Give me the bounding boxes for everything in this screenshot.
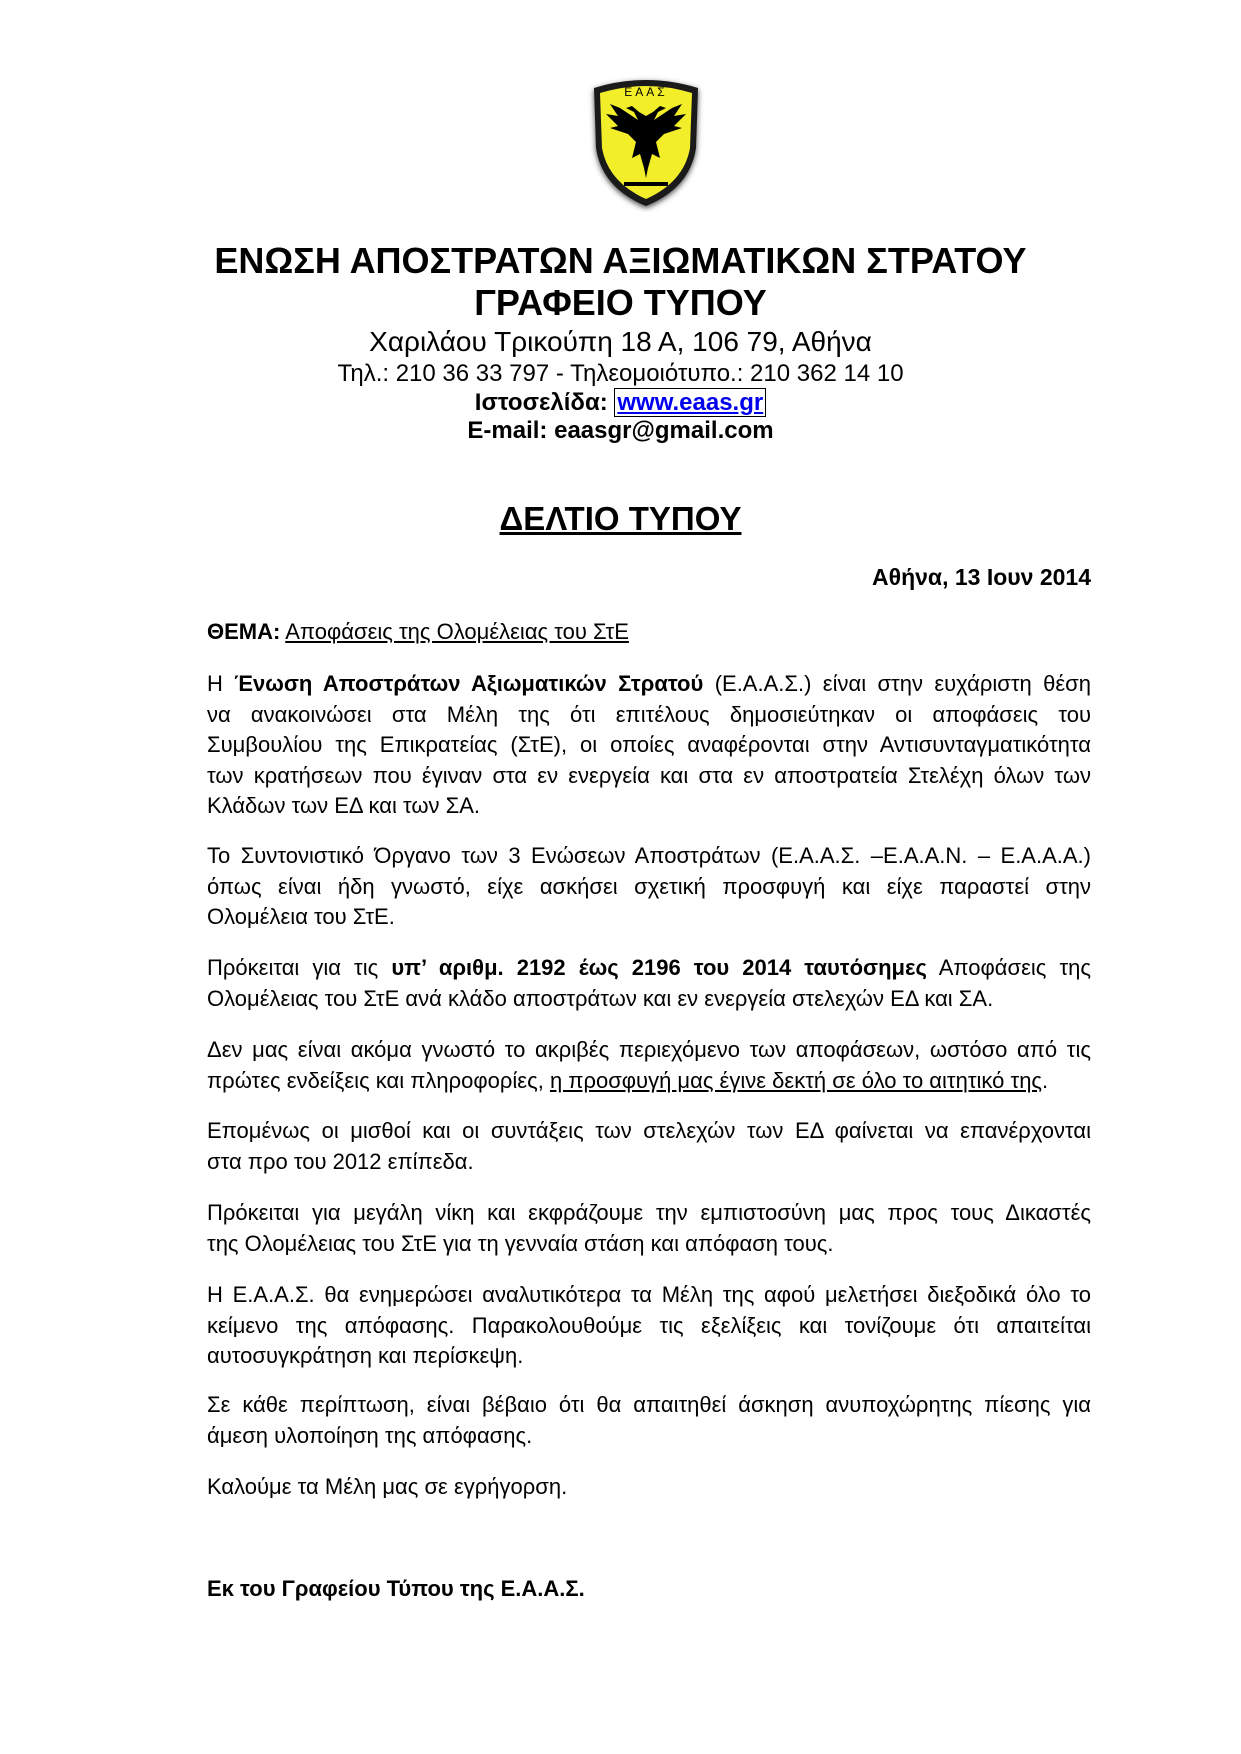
bold-text: υπ’ αριθμ. 2192 έως 2196 του 2014 ταυτόσημες [391,955,927,980]
subject-value: Αποφάσεις της Ολομέλειας του ΣτΕ [285,619,629,644]
text-line [207,1035,1091,1066]
paragraph [207,1280,1091,1372]
text-run: κείμενο της απόφασης. Παρακολουθούμε τις εξελίξεις και τονίζουμε ότι απαιτείται [207,1312,1091,1338]
text-run: Η Ε.Α.Α.Σ. θα ενημερώσει αναλυτικότερα τα Μέλη της αφού μελετήσει διεξοδικά όλο το [207,1282,1091,1307]
text-run: Πρόκειται για τις [207,955,392,980]
paragraph [207,1390,1091,1451]
text-run: όπως είναι ήδη γνωστό, είχε ασκήσει σχετική προσφυγή και είχε παραστεί στην [207,873,1091,899]
text-run: της Ολομέλειας του ΣτΕ για τη γενναία στάση και απόφαση τους. [207,1230,834,1256]
text-run: να ανακοινώσει στα Μέλη της ότι επιτέλους δημοσιεύτηκαν οι αποφάσεις του [207,701,1091,727]
paragraph [207,1116,1091,1177]
text-run: των κρατήσεων που έγιναν στα εν ενεργεία και στα εν αποστρατεία Στελέχη όλων των [207,762,1091,788]
text-line [207,1198,1091,1229]
text-line [207,1229,1091,1260]
text-line [207,700,1091,731]
text-run: Η [207,671,235,696]
paragraph [207,841,1091,933]
paragraph [207,953,1091,1014]
text-run: (Ε.Α.Α.Σ.) είναι στην ευχάριστη θέση [703,671,1091,696]
text-line [207,1390,1091,1421]
text-run: Δεν μας είναι ακόμα γνωστό το ακριβές περιεχόμενο των αποφάσεων, ωστόσο από τις [207,1037,1091,1062]
text-run: Καλούμε τα Μέλη μας σε εγρήγορση. [207,1474,568,1499]
paragraph [207,1472,1091,1503]
text-run: . [1042,1067,1049,1093]
phone-fax: Τηλ.: 210 36 33 797 - Τηλεομοιότυπο.: 210 362 14 10 [337,360,904,387]
text-line [207,1421,1091,1452]
subject [207,619,629,645]
text-line [207,669,1091,700]
text-run: Ολομέλειας του ΣτΕ ανά κλάδο αποστράτων και εν ενεργεία στελεχών ΕΔ και ΣΑ. [207,985,994,1011]
address: Χαριλάου Τρικούπη 18 Α, 106 79, Αθήνα [369,326,872,357]
website-label: Ιστοσελίδα: [474,389,608,416]
text-run: Επομένως οι μισθοί και οι συντάξεις των στελεχών των ΕΔ φαίνεται να επανέρχονται [207,1118,1091,1143]
text-line [207,1147,1091,1178]
document-title: ΔΕΛΤΙΟ ΤΥΠΟΥ [499,500,742,537]
bold-text: Ένωση Αποστράτων Αξιωματικών Στρατού [234,671,704,696]
text-line [207,1066,1091,1097]
text-line [207,1116,1091,1147]
text-line [207,1472,1091,1503]
paragraph [207,669,1091,822]
text-run: Σε κάθε περίπτωση, είναι βέβαιο ότι θα απαιτηθεί άσκηση ανυποχώρητης πίεσης για [207,1392,1091,1417]
text-line [207,872,1091,903]
text-line [207,730,1091,761]
text-line [207,953,1091,984]
text-run: στα προ του 2012 επίπεδα. [207,1148,474,1174]
paragraph [207,1198,1091,1259]
text-run: Συμβουλίου της Επικρατείας (ΣτΕ), οι οποίες αναφέρονται στην Αντισυνταγματικότητα [207,732,1091,758]
office-name: ΓΡΑΦΕΙΟ ΤΥΠΟΥ [474,282,767,323]
text-line [207,1311,1091,1342]
website-line [0,389,1241,417]
text-run: Πρόκειται για μεγάλη νίκη και εκφράζουμε την εμπιστοσύνη μας προς τους Δικαστές [207,1200,1091,1225]
text-run: Ολομέλεια του ΣτΕ. [207,904,395,930]
underlined-text: η προσφυγή μας έγινε δεκτή σε όλο το αιτητικό της [549,1067,1043,1093]
paragraph [207,1035,1091,1096]
subject-label: ΘΕΜΑ: [207,619,281,644]
text-line [207,984,1091,1015]
text-line [207,1341,1091,1372]
email: E-mail: eaasgr@gmail.com [467,417,774,444]
date: Αθήνα, 13 Ιουν 2014 [872,564,1091,590]
text-line [207,841,1091,872]
text-run: άμεση υλοποίηση της απόφασης. [207,1422,533,1448]
text-run: Αποφάσεις της [926,955,1091,980]
website-link[interactable]: www.eaas.gr [614,388,766,417]
text-run: αυτοσυγκράτηση και περίσκεψη. [207,1343,524,1369]
text-run: Κλάδων των ΕΔ και των ΣΑ. [207,793,481,819]
text-run: πρώτες ενδείξεις και πληροφορίες, [207,1067,550,1093]
text-run: Το Συντονιστικό Όργανο των 3 Ενώσεων Αποστράτων (Ε.Α.Α.Σ. –Ε.Α.Α.Ν. – Ε.Α.Α.Α.) [207,843,1091,868]
eaas-logo [584,72,708,212]
organization-name: ΕΝΩΣΗ ΑΠΟΣΤΡΑΤΩΝ ΑΞΙΩΜΑΤΙΚΩΝ ΣΤΡΑΤΟΥ [214,240,1027,281]
text-line [207,902,1091,933]
svg-text:ΕΑΑΣ: ΕΑΑΣ [624,85,668,99]
text-line [207,761,1091,792]
text-line [207,1280,1091,1311]
signature: Εκ του Γραφείου Τύπου της Ε.Α.Α.Σ. [207,1576,585,1601]
text-line [207,791,1091,822]
